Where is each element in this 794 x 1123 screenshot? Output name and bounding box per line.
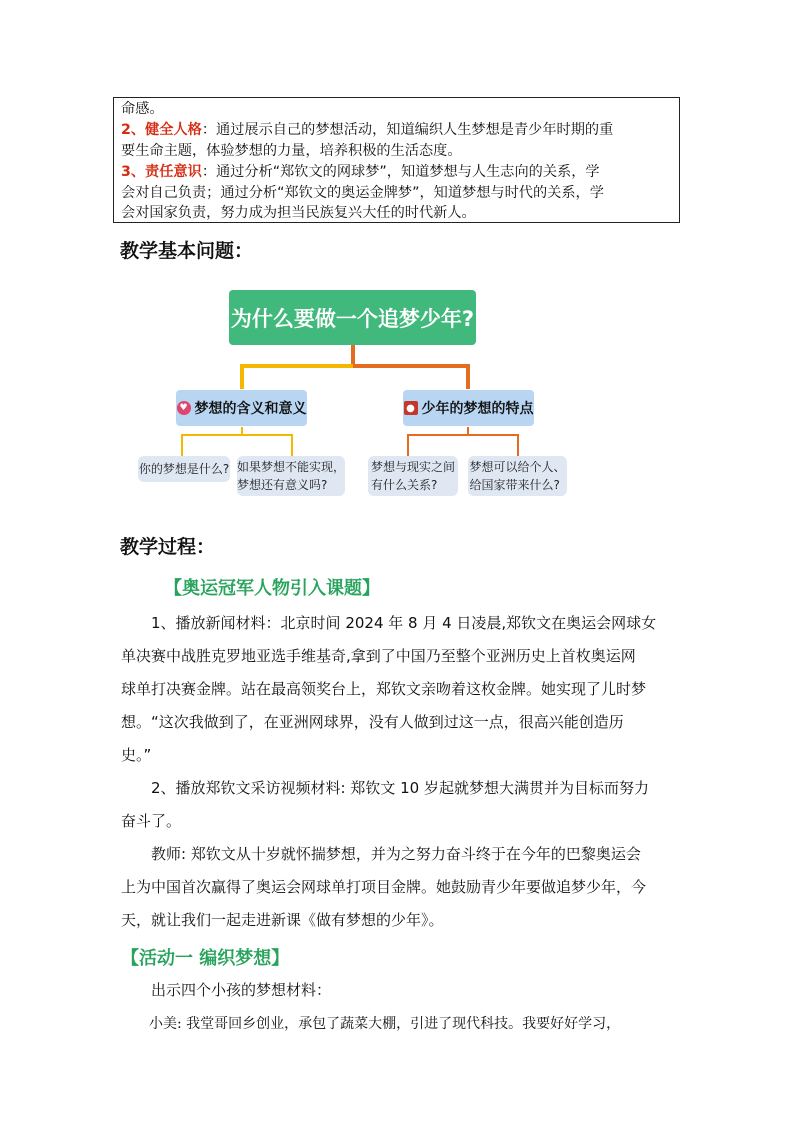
diagram-question: 你的梦想是什么? (138, 456, 230, 482)
paragraph-line: 出示四个小孩的梦想材料： (151, 981, 332, 999)
paragraph-line: 教师: 郑钦文从十岁就怀揣梦想，并为之努力奋斗终于在今年的巴黎奥运会 (151, 845, 641, 863)
diagram-question (237, 456, 345, 496)
question-line: 如果梦想不能实现， (237, 460, 346, 474)
section-title-intro: 【奥运冠军人物引入课题】 (164, 578, 380, 599)
paragraph-line: 2、播放郑钦文采访视频材料: 郑钦文 10 岁起就梦想大满贯并为目标而努力 (151, 779, 649, 797)
diagram-branch-left (176, 390, 307, 426)
connector-q3 (408, 427, 468, 456)
question-line: 给国家带来什么? (469, 478, 560, 492)
question-line: 梦想还有意义吗? (237, 478, 328, 492)
question-line: 梦想与现实之间 (370, 460, 455, 474)
paragraph-line: 奋斗了。 (121, 812, 182, 830)
person-icon: ● (404, 401, 418, 415)
paragraph-line: 史。” (121, 746, 152, 764)
branch-label: 梦想的含义和意义 (194, 401, 307, 417)
question-line: 梦想可以给个人、 (469, 460, 566, 474)
objective-item-2 (121, 120, 613, 140)
objective-line: 会对国家负责，努力成为担当民族复兴大任的时代新人。 (121, 205, 476, 221)
heading-basic-questions: 教学基本问题： (120, 240, 254, 262)
question-line: 有什么关系? (370, 478, 438, 492)
objective-line: 要生命主题，体验梦想的力量，培养积极的生活态度。 (121, 143, 462, 159)
section-title-activity-one: 【活动一 编织梦想】 (121, 948, 290, 969)
diagram-question (368, 456, 458, 496)
paragraph-line: 球单打决赛金牌。站在最高领奖台上，郑钦文亲吻着这枚金牌。她实现了儿时梦 (121, 680, 647, 698)
heading-teaching-process: 教学过程： (120, 536, 216, 558)
paragraph-line: 天，就让我们一起走进新课《做有梦想的少年》。 (121, 911, 444, 929)
paragraph-line: 上为中国首次赢得了奥运会网球单打项目金牌。她鼓励青少年要做追梦少年，今 (121, 878, 647, 896)
diagram-branch-right (403, 390, 534, 426)
branch-label: 少年的梦想的特点 (421, 401, 534, 417)
paragraph-line: 1、播放新闻材料：北京时间 2024 年 8 月 4 日凌晨,郑钦文在奥运会网球女 (151, 614, 657, 632)
connector-q1 (182, 427, 242, 456)
objective-label: 3、责任意识 (121, 164, 202, 180)
objective-line: 会对自己负责；通过分析“郑钦文的奥运金牌梦”，知道梦想与时代的关系，学 (121, 185, 604, 201)
objective-text: ：通过分析“郑钦文的网球梦”，知道梦想与人生志向的关系，学 (201, 164, 600, 180)
paragraph-line: 想。“这次我做到了，在亚洲网球界，没有人做到过这一点，很高兴能创造历 (121, 713, 624, 731)
objective-line: 命感。 (121, 101, 164, 117)
connector-q2 (242, 435, 292, 456)
connector-left (242, 366, 353, 389)
paragraph-line: 单决赛中战胜克罗地亚选手维基奇,拿到了中国乃至整个亚洲历史上首枚奥运网 (121, 647, 636, 665)
objective-label: 2、健全人格 (121, 122, 202, 138)
diagram-question (468, 456, 567, 496)
objective-item-3 (121, 162, 600, 182)
connector-q4 (468, 435, 518, 456)
objective-text: ：通过展示自己的梦想活动，知道编织人生梦想是青少年时期的重 (201, 122, 614, 138)
paragraph-line: 小美: 我堂哥回乡创业，承包了蔬菜大棚，引进了现代科技。我要好好学习， (149, 1016, 621, 1032)
diagram-root: 为什么要做一个追梦少年? (229, 290, 476, 345)
connector-right (353, 366, 468, 389)
heart-icon: ♥ (177, 401, 191, 415)
